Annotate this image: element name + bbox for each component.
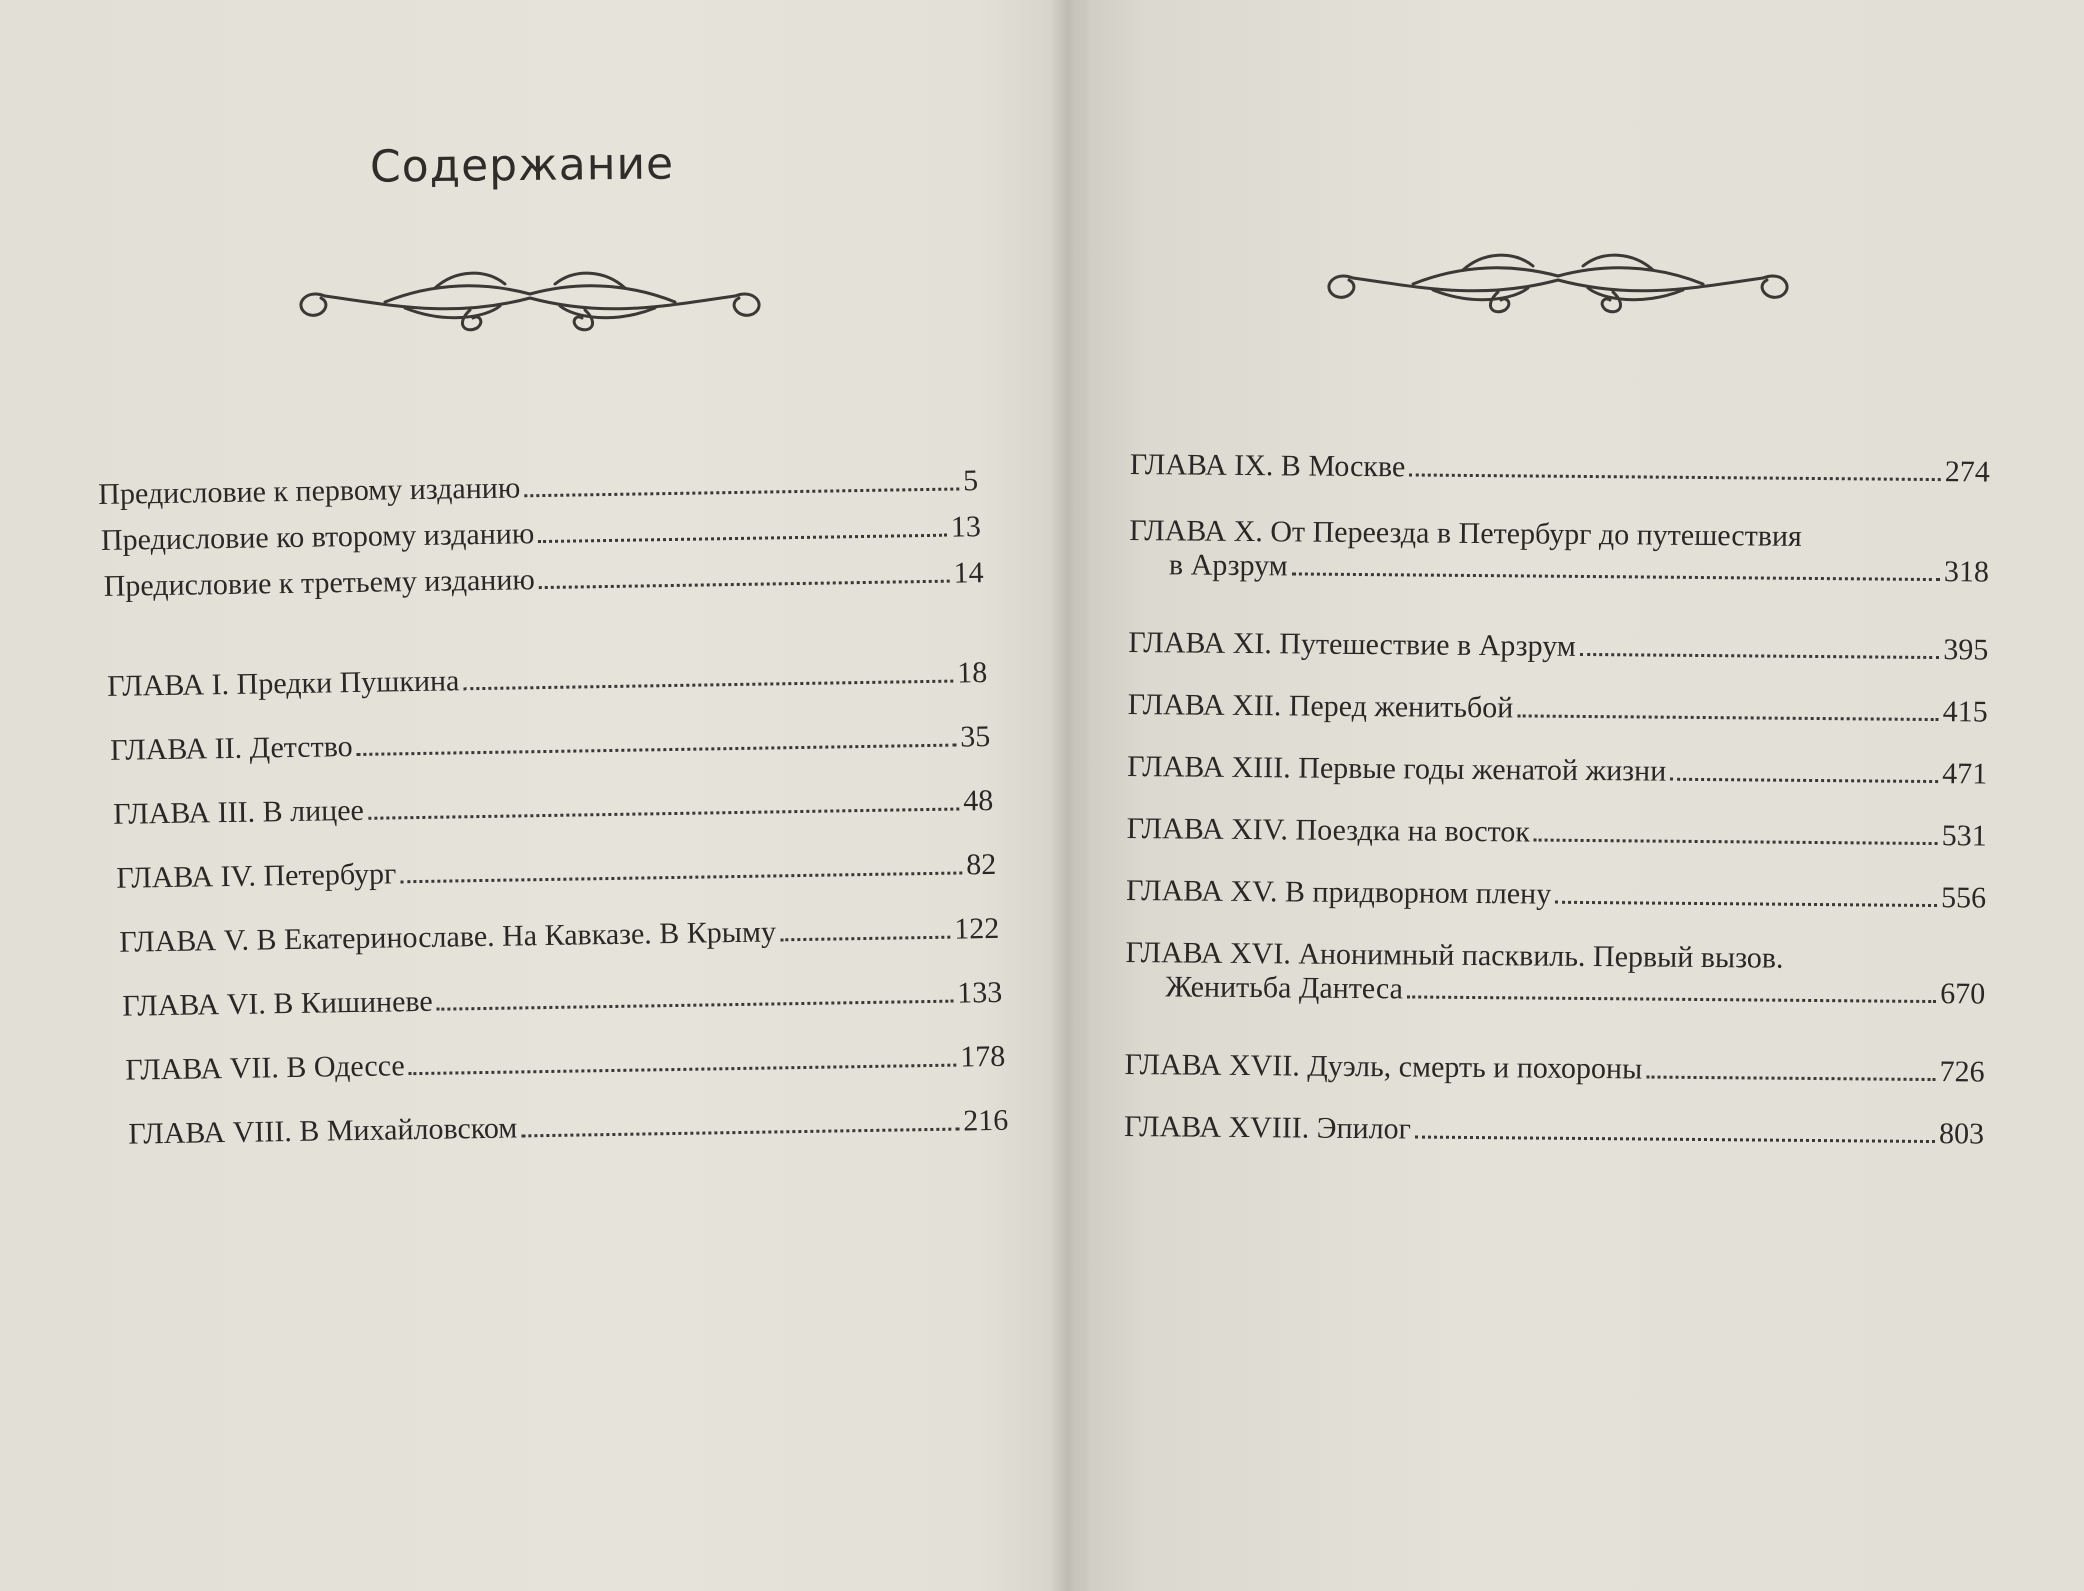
toc-entry-label: ГЛАВА XVI. Анонимный пасквиль. Первый вызов. [1125,935,1784,975]
toc-entry-page: 556 [1940,881,1987,915]
toc-entry-label: ГЛАВА XIV. Поездка на восток [1126,811,1531,849]
toc-entry-label: ГЛАВА XI. Путешествие в Арзрум [1128,625,1576,663]
dot-leader [1409,473,1941,481]
toc-entry[interactable] [107,656,987,704]
toc-entry-page: 18 [956,656,988,690]
toc-entry-label: Предисловие ко второму изданию [100,517,535,557]
toc-entry[interactable] [125,1040,1005,1088]
toc-entry-label: ГЛАВА XVII. Дуэль, смерть и похороны [1124,1047,1643,1086]
dot-leader [1670,778,1938,783]
toc-entry-label-continued: в Арзрум [1168,548,1288,583]
flourish-ornament-left [285,258,775,338]
toc-entry-label: ГЛАВА I. Предки Пушкина [107,664,460,703]
toc-entry-label: Предисловие к первому изданию [98,471,521,511]
toc-entry[interactable] [1124,1110,1984,1152]
toc-entry[interactable] [1126,874,1986,916]
toc-entry[interactable] [1127,812,1987,854]
dot-leader [780,936,950,942]
page-title: Содержание [369,138,675,193]
dot-leader [400,871,962,883]
toc-entry-label: ГЛАВА VII. В Одессе [125,1049,405,1087]
toc-entry-label: ГЛАВА IV. Петербург [116,857,397,895]
toc-entry-label: ГЛАВА X. От Переезда в Петербург до путешествия [1129,513,1802,553]
toc-entry-label: ГЛАВА VI. В Кишиневе [122,984,433,1023]
toc-entry-label: ГЛАВА V. В Екатеринославе. На Кавказе. В Крыму [119,915,777,959]
dot-leader [521,1128,959,1138]
toc-entry[interactable] [116,848,996,896]
toc-entry-page: 726 [1939,1055,1985,1089]
toc-entry-label: ГЛАВА VIII. В Михайловском [128,1111,518,1151]
toc-entry-label: ГЛАВА IX. В Москве [1129,448,1406,484]
toc-entry-page: 670 [1940,977,1986,1011]
toc-entry-page: 471 [1942,757,1988,791]
toc-entry-page: 415 [1942,695,1988,729]
toc-entry-page: 133 [956,975,1003,1010]
toc-entry[interactable] [101,510,981,558]
toc-entry[interactable] [122,976,1002,1024]
toc-entry-page: 122 [953,911,1000,946]
dot-leader [524,487,959,497]
toc-entry[interactable] [1128,688,1988,730]
dot-leader [1292,572,1940,581]
toc-entry-page: 395 [1943,633,1989,667]
toc-entry[interactable] [1125,936,1986,1012]
right-page [1068,0,2084,1591]
dot-leader [409,1064,957,1076]
toc-entry-continuation [1129,548,1989,590]
toc-entry-page: 531 [1941,819,1987,853]
toc-entry[interactable] [98,464,978,512]
dot-leader [1555,901,1937,907]
toc-entry-label: ГЛАВА XIII. Первые годы женатой жизни [1127,749,1667,788]
toc-entry-label: ГЛАВА II. Детство [110,730,353,767]
flourish-icon [285,258,775,338]
dot-leader [1534,839,1938,846]
flourish-ornament-right [1313,240,1803,320]
dot-leader [1517,714,1938,721]
dot-leader [1580,653,1940,659]
toc-entry[interactable] [110,720,990,768]
dot-leader [463,680,953,691]
toc-entry-page: 178 [959,1039,1006,1074]
toc-entry-continuation [1125,970,1985,1012]
toc-entry-page: 13 [950,510,982,544]
toc-entry-label: ГЛАВА III. В лицее [113,793,365,831]
toc-entry[interactable] [113,784,993,832]
toc-entry-page: 5 [962,464,979,498]
toc-entry[interactable] [1128,626,1988,668]
toc-entry-label: ГЛАВА XVIII. Эпилог [1123,1109,1412,1146]
dot-leader [539,580,950,589]
dot-leader [357,744,957,756]
toc-entry-page: 318 [1943,555,1990,589]
toc-entry[interactable] [1127,750,1987,792]
flourish-icon [1313,240,1803,320]
toc-entry[interactable] [1124,1048,1984,1090]
dot-leader [538,534,947,543]
toc-entry-page: 35 [959,720,991,754]
dot-leader [1646,1076,1935,1082]
toc-entry-page: 14 [953,556,984,590]
dot-leader [1415,1136,1935,1144]
dot-leader [368,808,959,820]
toc-entry-label: ГЛАВА XII. Перед женитьбой [1127,687,1514,725]
dot-leader [437,1000,954,1011]
toc-entry[interactable] [119,912,999,960]
toc-entry-page: 274 [1944,455,1990,489]
toc-entry-page: 82 [965,847,997,882]
toc-entry[interactable] [1130,448,1990,490]
toc-entry-page: 216 [962,1103,1009,1138]
toc-entry-page: 48 [962,783,994,818]
toc-entry-page: 803 [1938,1117,1985,1151]
toc-entry-label-continued: Женитьба Дантеса [1165,970,1404,1006]
toc-entry[interactable] [128,1104,1008,1152]
toc-entry[interactable] [103,556,983,604]
dot-leader [1407,995,1936,1003]
toc-entry[interactable] [1129,514,1990,590]
toc-entry-label: Предисловие к третьему изданию [103,563,536,603]
toc-entry-label: ГЛАВА XV. В придворном плену [1125,873,1552,911]
